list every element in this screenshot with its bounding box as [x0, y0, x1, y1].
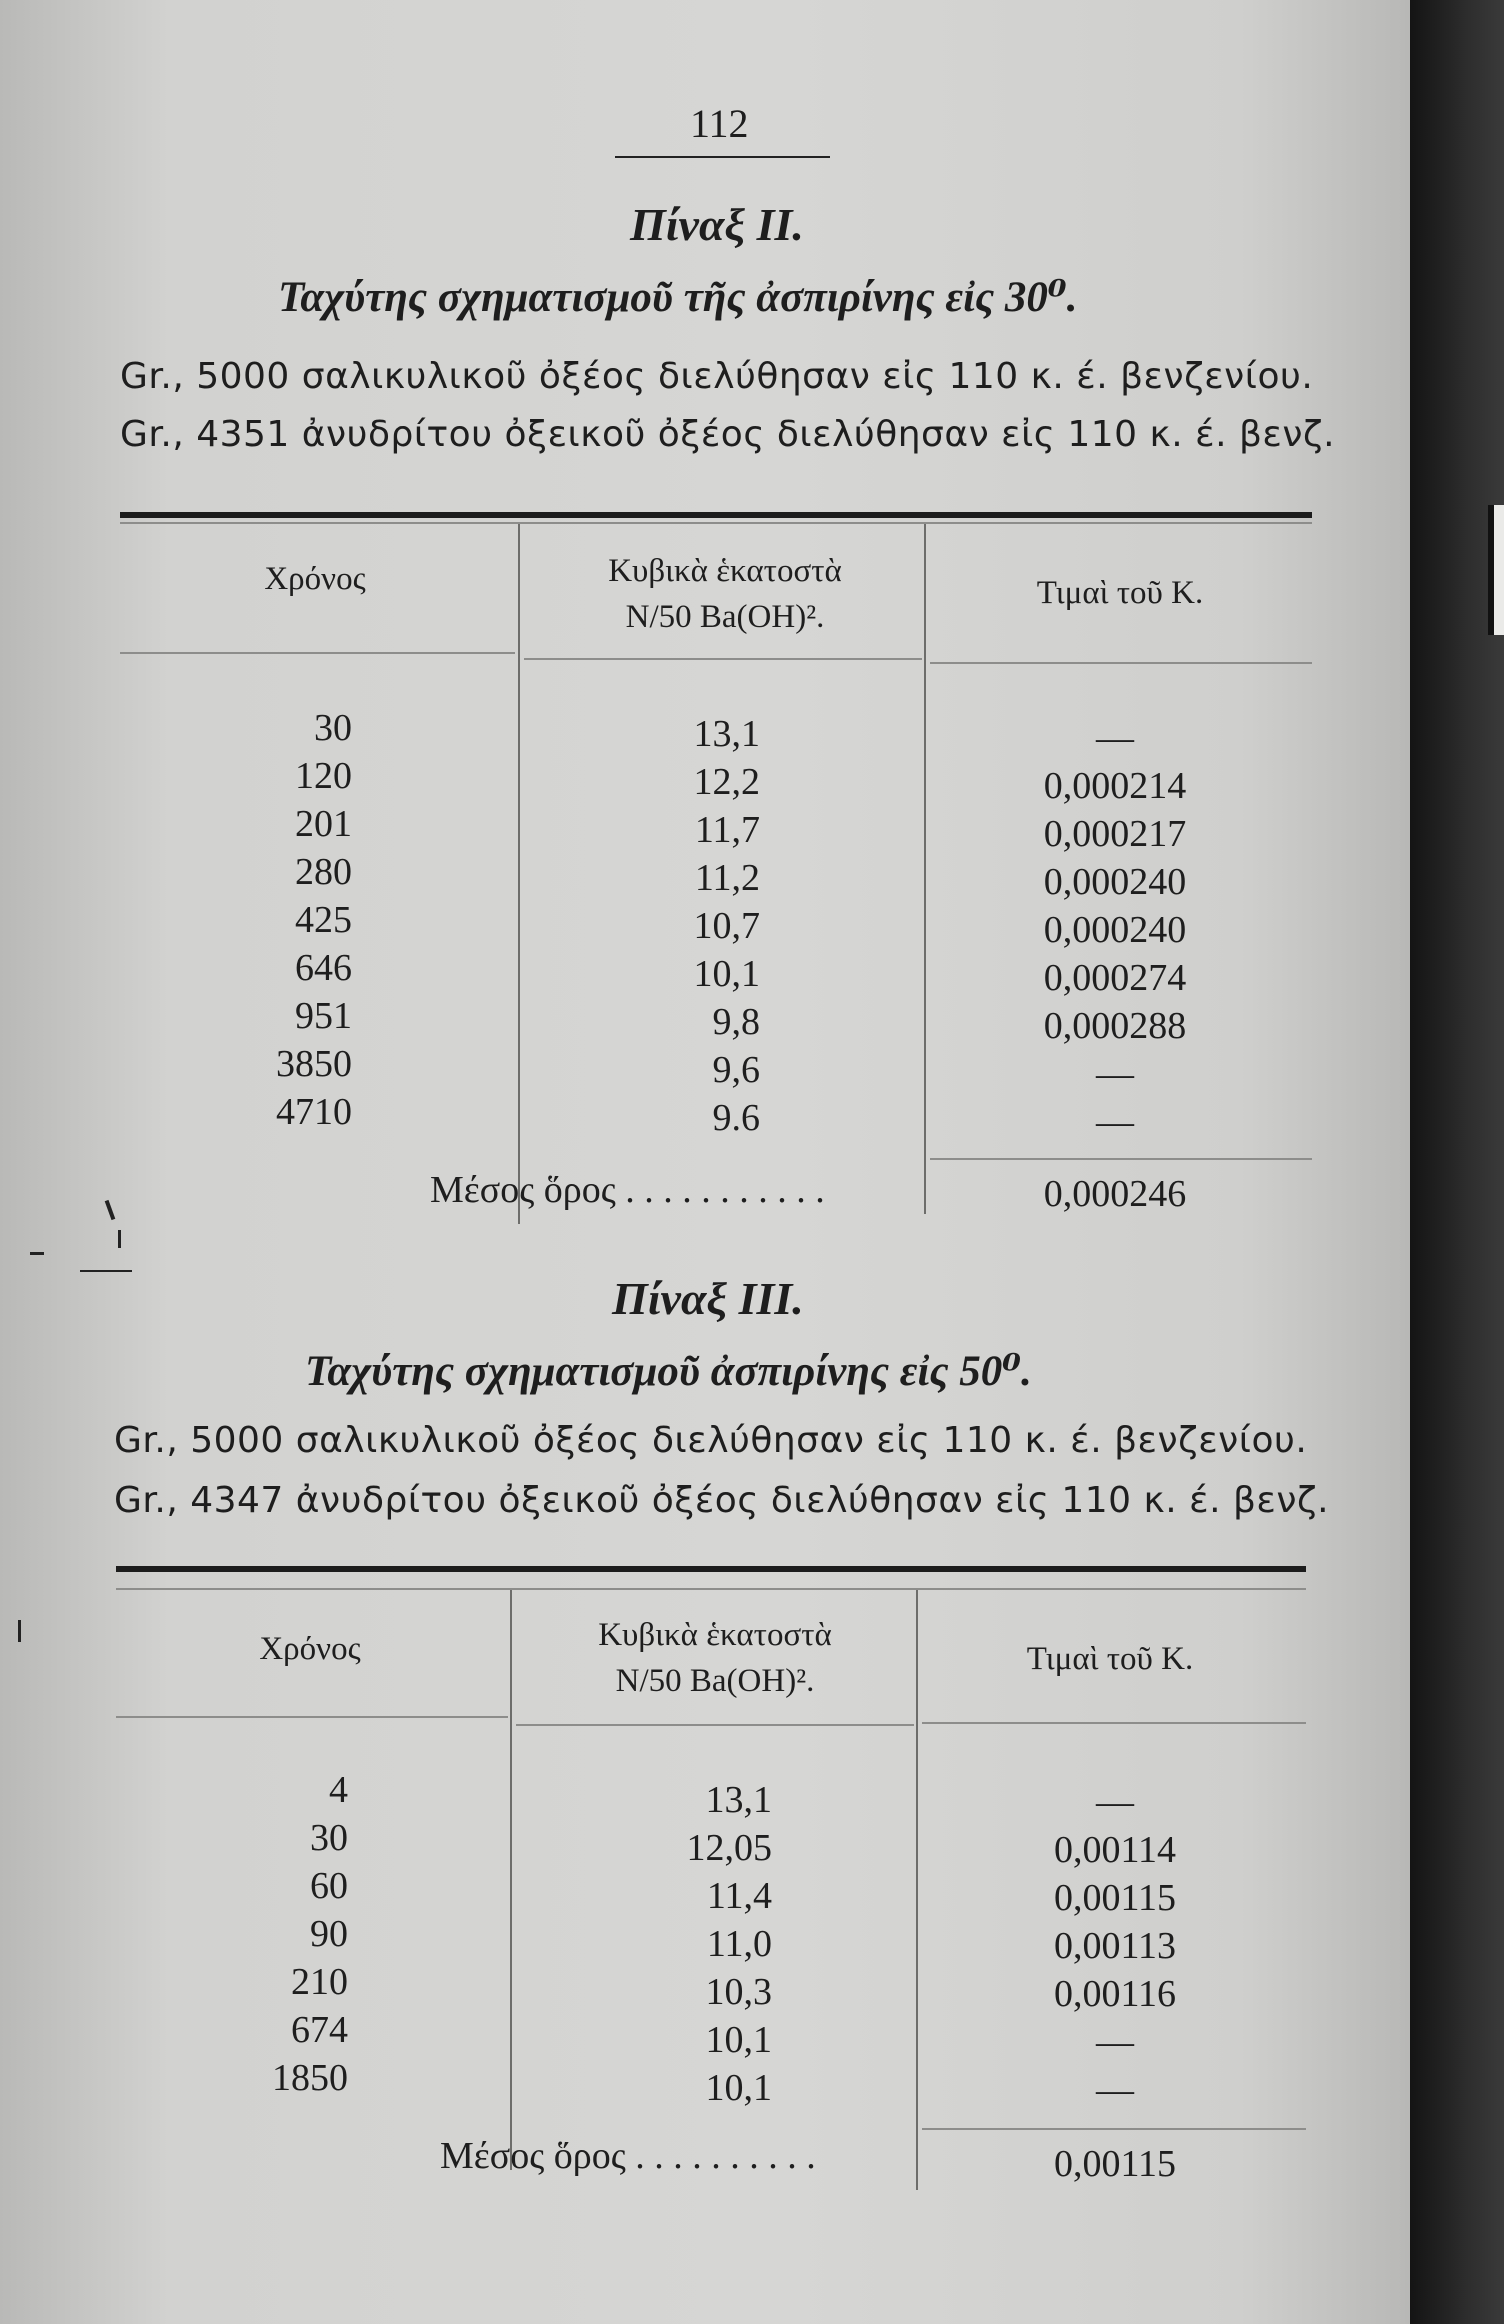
- table-cell: —: [1096, 1781, 1134, 1823]
- table-note: Gr., 5000 σαλικυλικοῦ ὀξέος διελύθησαν εἰς 110 κ. έ. βενζενίου.: [114, 1420, 1308, 1461]
- table-cell: 646: [295, 947, 352, 989]
- table-subtitle: Ταχύτης σχηματισμοῦ τῆς ἀσπιρίνης εἰς 30⁰.: [278, 274, 1078, 321]
- table-note: Gr., 5000 σαλικυλικοῦ ὀξέος διελύθησαν εἰς 110 κ. έ. βενζενίου.: [120, 356, 1314, 397]
- column-divider: [518, 524, 520, 1224]
- table-top-rule-inner: [116, 1588, 1306, 1590]
- mean-value: 0,000246: [1043, 1173, 1187, 1215]
- table-cell: 10,1: [693, 953, 760, 995]
- table-cell: 10,1: [705, 2067, 772, 2109]
- header-underline: [524, 658, 922, 660]
- table-cell: 0,00115: [1053, 1877, 1177, 1919]
- table-top-rule: [116, 1566, 1306, 1572]
- table-title: Πίναξ II.: [630, 199, 804, 250]
- table-cell: —: [1096, 717, 1134, 759]
- table-cell: 0,000240: [1043, 909, 1187, 951]
- column-divider: [924, 524, 926, 1214]
- header-underline: [120, 652, 515, 654]
- header-volume-line2: N/50 Ba(OH)².: [615, 1663, 815, 1699]
- table-cell: 0,000274: [1043, 957, 1187, 999]
- table-cell: 0,000214: [1043, 765, 1187, 807]
- table-note: Gr., 4351 ἀνυδρίτου ὀξεικοῦ ὀξέος διελύθησαν εἰς 110 κ. έ. βενζ.: [120, 414, 1336, 455]
- table-cell: —: [1096, 1053, 1134, 1095]
- table-cell: 13,1: [693, 713, 760, 755]
- table-cell: —: [1096, 2021, 1134, 2063]
- table-cell: 3850: [276, 1043, 352, 1085]
- table-cell: 951: [295, 995, 352, 1037]
- table-cell: 1850: [272, 2057, 348, 2099]
- table-cell: 674: [291, 2009, 348, 2051]
- mean-rule: [930, 1158, 1312, 1160]
- header-underline: [922, 1722, 1306, 1724]
- table-cell: 0,000217: [1043, 813, 1187, 855]
- mean-label: Μέσος ὅρος . . . . . . . . . .: [440, 2135, 816, 2177]
- table-cell: 11,4: [706, 1875, 772, 1917]
- table-cell: 201: [295, 803, 352, 845]
- table-cell: 210: [291, 1961, 348, 2003]
- table-cell: 425: [295, 899, 352, 941]
- page-number-rule: [615, 156, 830, 158]
- ink-speck: [118, 1230, 121, 1248]
- header-volume-line1: Κυβικὰ ἑκατοστὰ: [598, 1617, 832, 1653]
- table-cell: 13,1: [705, 1779, 772, 1821]
- table-cell: 0,000288: [1043, 1005, 1187, 1047]
- ink-speck: [80, 1270, 132, 1272]
- time-column: [200, 1766, 348, 2102]
- header-underline: [930, 662, 1312, 664]
- volume-column: [600, 710, 760, 1142]
- table-cell: 11,2: [694, 857, 760, 899]
- header-volume-line1: Κυβικὰ ἑκατοστὰ: [608, 553, 842, 589]
- table-cell: 12,2: [693, 761, 760, 803]
- header-k: Τιμαὶ τοῦ K.: [1026, 1641, 1194, 1677]
- table-cell: 9,6: [712, 1049, 760, 1091]
- mean-rule: [922, 2128, 1306, 2130]
- table-title: Πίναξ III.: [612, 1273, 804, 1324]
- header-volume: [530, 1612, 900, 1704]
- table-cell: 11,0: [706, 1923, 772, 1965]
- table-cell: 10,1: [705, 2019, 772, 2061]
- header-volume: [540, 548, 910, 640]
- table-note: Gr., 4347 ἀνυδρίτου ὀξεικοῦ ὀξέος διελύθησαν εἰς 110 κ. έ. βενζ.: [114, 1480, 1330, 1521]
- table-cell: 4: [329, 1769, 348, 1811]
- table-cell: 120: [295, 755, 352, 797]
- table-cell: 30: [314, 707, 352, 749]
- ink-speck: [18, 1620, 21, 1642]
- header-time: Χρόνος: [264, 561, 366, 597]
- mean-label: Μέσος ὅρος . . . . . . . . . . .: [430, 1169, 825, 1211]
- column-divider: [916, 1590, 918, 2190]
- volume-column: [600, 1776, 772, 2112]
- book-gutter: [1410, 0, 1504, 2324]
- k-column: [980, 1778, 1250, 2114]
- table-cell: 4710: [276, 1091, 352, 1133]
- table-cell: —: [1096, 2069, 1134, 2111]
- table-cell: 30: [310, 1817, 348, 1859]
- table-cell: 10,3: [705, 1971, 772, 2013]
- table-cell: 60: [310, 1865, 348, 1907]
- table-top-rule-inner: [120, 522, 1312, 524]
- table-cell: 12,05: [686, 1827, 772, 1869]
- column-divider: [510, 1590, 512, 2170]
- time-column: [200, 704, 352, 1136]
- table-subtitle: Ταχύτης σχηματισμοῦ ἀσπιρίνης εἰς 50⁰.: [305, 1348, 1032, 1395]
- table-cell: 0,00113: [1053, 1925, 1177, 1967]
- table-cell: 9,8: [712, 1001, 760, 1043]
- adjacent-page-edge: [1488, 505, 1504, 635]
- table-cell: 0,00116: [1053, 1973, 1177, 2015]
- ink-speck: [30, 1252, 44, 1255]
- table-cell: —: [1096, 1101, 1134, 1143]
- table-cell: 11,7: [694, 809, 760, 851]
- k-column: [980, 714, 1250, 1146]
- table-cell: 280: [295, 851, 352, 893]
- table-cell: 10,7: [693, 905, 760, 947]
- table-top-rule: [120, 512, 1312, 518]
- header-underline: [116, 1716, 508, 1718]
- page-number: 112: [690, 101, 749, 146]
- table-cell: 0,00114: [1053, 1829, 1177, 1871]
- mean-value: 0,00115: [1053, 2143, 1177, 2185]
- header-k: Τιμαὶ τοῦ K.: [1036, 575, 1204, 611]
- header-time: Χρόνος: [259, 1631, 361, 1667]
- table-cell: 9.6: [712, 1097, 760, 1139]
- table-cell: 90: [310, 1913, 348, 1955]
- header-underline: [516, 1724, 914, 1726]
- table-cell: 0,000240: [1043, 861, 1187, 903]
- header-volume-line2: N/50 Ba(OH)².: [625, 599, 825, 635]
